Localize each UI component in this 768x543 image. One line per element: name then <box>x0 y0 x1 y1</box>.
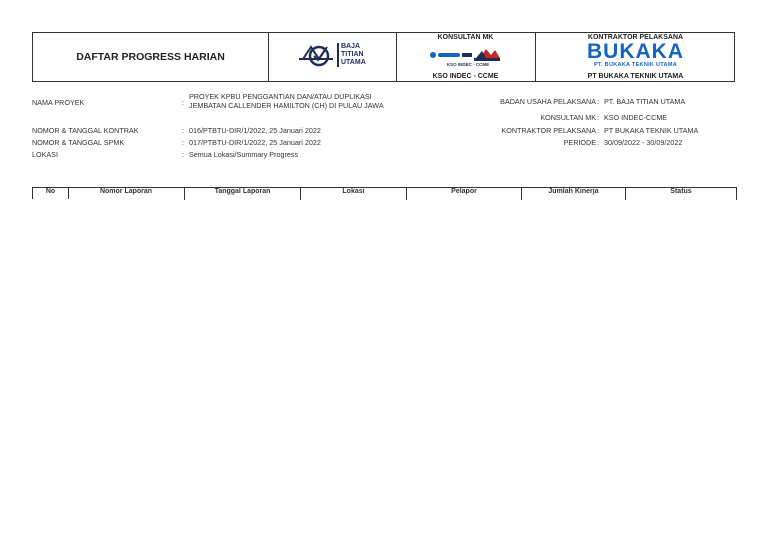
bridge-logo-icon <box>297 43 335 71</box>
project-name-line: PROYEK KPBU PENGGANTIAN DAN/ATAU DUPLIKASI <box>189 92 372 101</box>
info-colon: : <box>182 150 184 159</box>
info-label: LOKASI <box>32 150 58 159</box>
info-colon: : <box>182 126 184 135</box>
logo-line: BAJA <box>341 43 361 50</box>
contract-value: 016/PTBTU-DIR/1/2022, 25 Januari 2022 <box>189 126 321 135</box>
info-value: PT BUKAKA TEKNIK UTAMA <box>604 126 699 135</box>
info-label: BADAN USAHA PELAKSANA <box>500 97 596 106</box>
column-header-status: Status <box>670 188 692 195</box>
info-colon: : <box>182 98 184 107</box>
column-header-pelapor: Pelapor <box>451 188 477 195</box>
consultant-logo-icon <box>428 45 508 63</box>
logo-line: UTAMA <box>341 59 366 66</box>
info-label: KONSULTAN MK <box>540 113 596 122</box>
info-colon: : <box>597 97 599 106</box>
spmk-value: 017/PTBTU-DIR/1/2022, 25 Januari 2022 <box>189 138 321 147</box>
info-value: PT. BAJA TITIAN UTAMA <box>604 97 686 106</box>
bukaka-logo-sub: PT. BUKAKA TEKNIK UTAMA <box>594 62 677 68</box>
location-value: Semua Lokasi/Summary Progress <box>189 150 299 159</box>
info-label: KONTRAKTOR PELAKSANA <box>501 126 596 135</box>
info-label: NOMOR & TANGGAL SPMK <box>32 138 125 147</box>
info-label: NAMA PROYEK <box>32 98 85 107</box>
column-header-no: No <box>32 188 69 199</box>
divider <box>268 33 269 81</box>
logo-line: TITIAN <box>341 51 364 58</box>
info-label: NOMOR & TANGGAL KONTRAK <box>32 126 139 135</box>
info-value: KSO INDEC-CCME <box>604 113 668 122</box>
consultant-logo-caption: KSO INDEC - CCME <box>446 62 490 67</box>
consultant-name: KSO INDEC - CCME <box>432 73 499 80</box>
column-header-jumlah-kinerja: Jumlah Kinerja <box>548 188 599 195</box>
kso-indec-ccme-logo <box>428 45 508 69</box>
consultant-heading: KONSULTAN MK <box>437 34 494 41</box>
divider <box>736 188 737 200</box>
report-header <box>32 32 735 82</box>
info-label: PERIODE <box>563 138 596 147</box>
bukaka-logo: BUKAKA <box>587 40 684 63</box>
contractor-heading: KONTRAKTOR PELAKSANA <box>587 34 684 41</box>
column-header-lokasi: Lokasi <box>342 188 365 195</box>
project-name-line: JEMBATAN CALLENDER HAMILTON (CH) DI PULAU JAWA <box>189 101 384 110</box>
info-colon: : <box>597 138 599 147</box>
info-value: 30/09/2022 - 30/09/2022 <box>604 138 683 147</box>
column-header-nomor-laporan: Nomor Laporan <box>99 188 153 195</box>
column-header-tanggal-laporan: Tanggal Laporan <box>214 188 271 195</box>
page-title: DAFTAR PROGRESS HARIAN <box>76 51 225 63</box>
info-colon: : <box>597 113 599 122</box>
progress-table-header <box>32 187 737 200</box>
contractor-name: PT BUKAKA TEKNIK UTAMA <box>587 73 684 80</box>
baja-titian-utama-logo <box>297 43 387 73</box>
info-colon: : <box>182 138 184 147</box>
info-colon: : <box>597 126 599 135</box>
